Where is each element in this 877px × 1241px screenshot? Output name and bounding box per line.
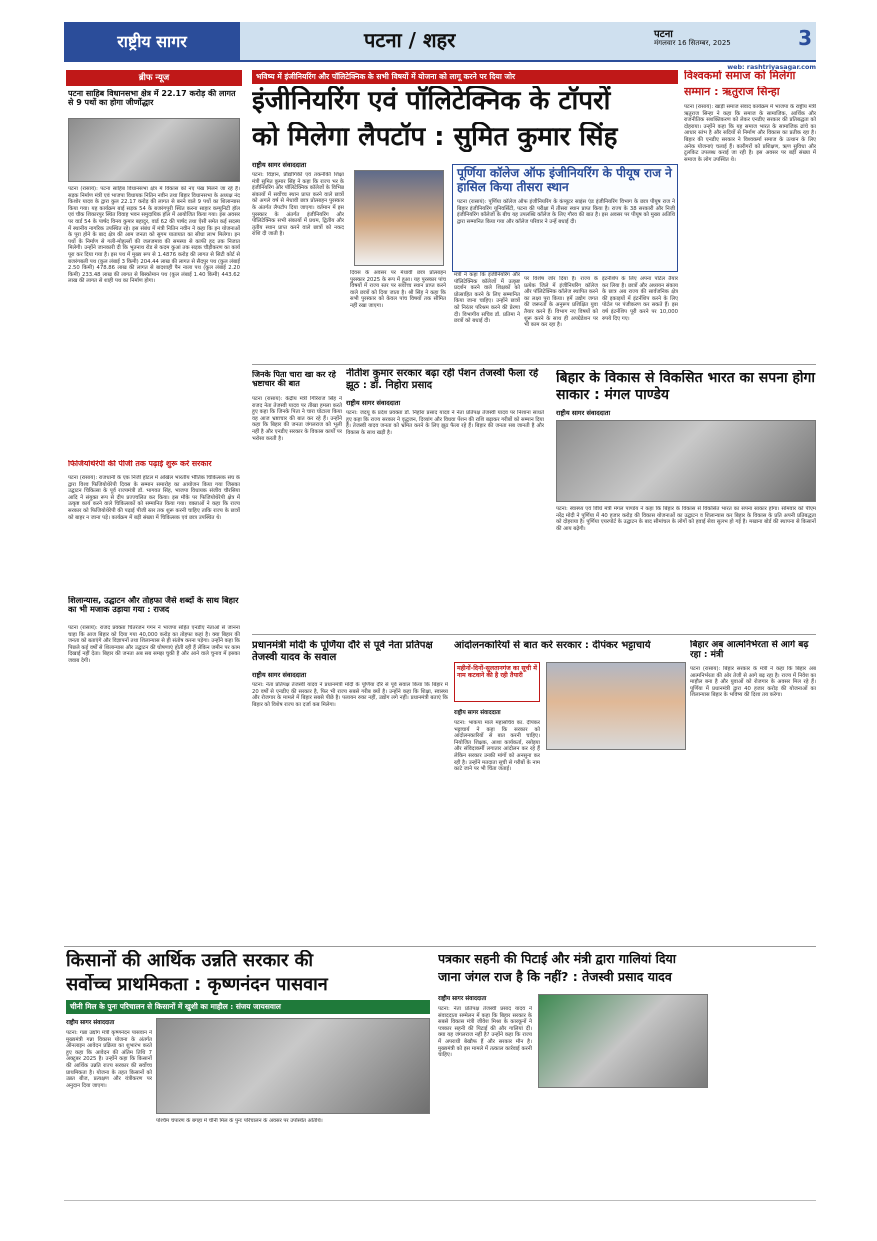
section-title: पटना / शहर [364, 28, 456, 52]
purnia-box [452, 164, 678, 272]
nitish-text: पटना: जदयू के प्रदेश प्रवक्ता डॉ. निहोरा प्रसाद यादव ने नेता प्रतिपक्ष तेजस्वी यादव पर निशाना साधते हुए कहा कि राज्य सरकार ने वृद्धजन, दिव्यांग और विधवा पेंशन की राशि बढ़ाकर गरीबों को सम्मान दिया है। तेजस्वी यादव जनता को भ्रमित करने के लिए झूठ फैला रहे हैं। बिहार की जनता सब जानती है और विकास के साथ खड़ी है। [346, 410, 544, 436]
tejashwi-photo [538, 994, 708, 1088]
divider [252, 634, 816, 635]
kisan-headline-2: सर्वोच्च प्राथमिकता : कृष्णनंदन पासवान [66, 974, 328, 995]
tejashwi-headline-2: जाना जंगल राज है कि नहीं? : तेजस्वी प्रसाद यादव [438, 969, 672, 984]
brief-text: पटना (रासायं): पटना साहिब विधानसभा क्षेत्र में विकास को नए पंख मिलने जा रहे हैं। सड़क निर्माण मंत्री एवं भाजपा विधायक नितिन नवीन तथा बिहार विधानसभा के अध्यक्ष नंद किशोर यादव के द्वारा कुल 22.17 करोड़ की लागत से बनने वाले 9 पथों का शिलान्यास किया गया। यह कार्यक्रम बाई सड़क 54 के बजरंगपुरी स्थित करना साहार कम्युनिटी हॉल एवं चौक शिकारपुर स्थित विवाह भवन समुदायिक हॉल में आयोजित किया गया। इस अवसर पर वार्ड 54 के पार्षद विनय कुमार बहादुर, वार्ड 62 की पार्षद तथा ऐसी समेत कई सदस्य में स्थानीय नागरिक उपस्थित रहे। इस संबंध में मंत्री नितिन नवीन ने कहा कि इन योजनाओं के पूरा होने के बाद क्षेत्र की आम जनता को सुगम यातायात का सीधा लाभ मिलेगा। इन पथों के निर्माण से गली-मोहल्लों की जलजमाव की समस्या से काफी हद तक निजात मिलेगी। उन्होंने जानकारी दी कि भूतनाथ रोड से कदम कुआं तक सड़क चौड़ीकरण का कार्य पूरा कर दिया गया है। इस पथ में मुख्य रूप से 1.4876 करोड़ की लागत से सिटी कोर्ट से बजरंगबली पथ (कुल लंबाई 3 किमी) 204.44 लाख की लागत से सैदपुर पथ (कुल लंबाई 2.50 किमी) 478.86 लाख की लागत से बादशाही पैन नाला पथ (कुल लंबाई 2.20 किमी) 233.48 लाख की लागत से बिस्कोमान पथ (कुल लंबाई 1.40 किमी) 443.62 लाख की लागत से शाही पथ का निर्माण होगा। [68, 186, 240, 285]
tejashwi-byline: राष्ट्रीय सागर संवाददाता [438, 996, 487, 1002]
page-number: 3 [798, 26, 812, 50]
lead-headline-1: इंजीनियरिंग एवं पॉलिटेक्निक के टॉपरों [252, 86, 611, 116]
vishwakarma-text: पटना (रासायं): खाड़ी समाज संवाद कार्यक्रम में भाजपा के राष्ट्रीय मंत्री ऋतुराज सिन्हा ने कहा कि समाज के सामाजिक, आर्थिक और राजनीतिक सशक्तिकरण को लेकर एनडीए सरकार की प्रतिबद्धता को दोहराया। उन्होंने कहा कि यह समाज भारत के सामाजिक ढांचे का आधार स्तंभ है और सदियों से निर्माण और विकास का प्रतीक रहा है। बिहार की एनडीए सरकार ने विश्वकर्मा समाज के उत्थान के लिए अनेक योजनाएं चलाई हैं। कारीगरों को प्रशिक्षण, ऋण सुविधा और टूलकिट उपलब्ध कराई जा रही है। इस अवसर पर बड़ी संख्या में समाज के लोग उपस्थित थे। [684, 104, 816, 163]
lead-text-2: दिवस के अवसर पर मेधावी छात्र प्रोत्साहन पुरस्कार 2025 के रूप में हुआ। यह पुरस्कार पांच विषयों में राज्य स्तर पर सर्वोच्च स्थान प्राप्त करने वाले छात्रों को दिया जाता है। श्री सिंह ने कहा कि सभी पुरस्कार को केवल पांच विषयों तक सीमित नहीं रखा जाएगा। [350, 270, 446, 309]
deepankar-side-text: महीनों-दिनों-सुलतानगंज का सूची में नाम कटवाने की है रही तैयारी [457, 665, 537, 680]
lead-byline: राष्ट्रीय सागर संवाददाता [252, 161, 307, 169]
paper-name: राष्ट्रीय सागर [64, 22, 240, 62]
physio-text: पटना (रासायं): राजधानी के एक निजी होटल में अखिल भारतीय भौतिक चिकित्सक संघ के द्वारा विश्व फिजियोथेरेपी दिवस के सम्मान समारोह का आयोजन किया गया जिसका उद्घाटन चिकित्सा के पूर्व राज्यमंत्री डॉ. भागवत सिंह, भाजपा विधायक संजीव चौरसिया आदि ने संयुक्त रूप से दीप प्रज्ज्वलित कर किया। इस मौके पर फिजियोथेरेपी क्षेत्र में उत्कृष्ट कार्य करने वाले चिकित्सकों को सम्मानित किया गया। वक्ताओं ने कहा कि राज्य सरकार को फिजियोथेरेपी की पढ़ाई पीजी स्तर तक शुरू करनी चाहिए ताकि राज्य के छात्रों को बाहर न जाना पड़े। कार्यक्रम में बड़ी संख्या में चिकित्सक एवं छात्र उपस्थित थे। [68, 475, 240, 521]
lead-text-1: पटना: विज्ञान, प्रौद्योगिकी एवं तकनीकी शिक्षा मंत्री सुमित कुमार सिंह ने कहा कि राज्य भर के इंजीनियरिंग और पॉलिटेक्निक कॉलेजों के विभिन्न संकायों में सर्वोच्च स्थान प्राप्त करने वाले छात्रों को अगले वर्ष से मेधावी छात्र प्रोत्साहन पुरस्कार के अंतर्गत लैपटॉप दिया जाएगा। वर्तमान में इस पुरस्कार के अंतर्गत इंजीनियरिंग और पॉलिटेक्निक सभी संकायों में प्रथम, द्वितीय और तृतीय स्थान प्राप्त करने वाले छात्रों को नकद राशि दी जाती है। [252, 172, 344, 238]
date: मंगलवार 16 सितम्बर, 2025 [654, 39, 731, 47]
brief-headline: पटना साहिब विधानसभा क्षेत्र में 22.17 करोड़ की लागत से 9 पथों का होगा जीर्णोद्धार [68, 89, 236, 108]
farmer-text: पटना (रासायं): केंद्रीय मंत्री गिरिराज सिंह ने राजद नेता तेजस्वी यादव पर तीखा हमला करते हुए कहा कि जिनके पिता ने चारा घोटाला किया वह आज भ्रष्टाचार की बात कर रहे हैं। उन्होंने कहा कि बिहार की जनता जंगलराज को भूली नहीं है और एनडीए सरकार के विकास कार्यों पर भरोसा करती है। [252, 396, 342, 442]
lead-headline-2: को मिलेगा लैपटॉप : सुमित कुमार सिंह [252, 122, 618, 152]
kisan-byline: राष्ट्रीय सागर संवाददाता [66, 1020, 115, 1026]
atmanirbhar-headline: बिहार अब आत्मनिर्भरता से आगे बढ़ रहा : मंत्री [690, 640, 809, 661]
masthead [64, 22, 816, 62]
shilanyas-text: पटना (रासायं): राजद प्रवक्ता चितरंजन गगन ने भाजपा सहित एनडीए नेताओं से जानना चाहा कि आज बिहार को दिया गया 40,000 करोड़ का तोहफा कहां है। क्या बिहार की जनता को बताएंगे और विज्ञापनों तथा शिलान्यास से ही संतोष करना पड़ेगा। उन्होंने कहा कि पिछले कई वर्षों से शिलान्यास और उद्घाटन की घोषणाएं होती रही हैं लेकिन जमीन पर काम दिखाई नहीं देता। बिहार की जनता अब सब समझ चुकी है और आने वाले चुनाव में इसका जवाब देगी। [68, 625, 240, 664]
lead-text-3: मंत्री ने कहा कि इंजीनियरिंग और पॉलिटेक्निक कॉलेजों में उत्कृष्ट प्रदर्शन करने वाले शिक्षकों को प्रोत्साहित करने के लिए सम्मानित किया जाना चाहिए। उन्होंने छात्रों को निरंतर परिश्रम करने की प्रेरणा दी। विभागीय सचिव डॉ. प्रतिमा ने छात्रों को बधाई दी। [454, 272, 520, 325]
farmer-headline: जिनके पिता चारा खा कर रहे भ्रष्टाचार की बात [252, 370, 336, 389]
kisan-strip: चीनी मिल के पुनः परिचालन से किसानों में खुशी का माहौल : संजय जायसवाल [66, 1000, 430, 1014]
nitish-byline: राष्ट्रीय सागर संवाददाता [346, 399, 401, 407]
physio-headline: फिजियोथेरेपी की पीजी तक पढ़ाई शुरू करे सरकार [68, 460, 212, 468]
pm-headline: प्रधानमंत्री मोदी के पूर्णिया दौरे से पूर्व नेता प्रतिपक्ष तेजस्वी यादव के सवाल [252, 640, 433, 663]
deepankar-sidebox [454, 662, 540, 702]
vishwakarma-headline-1: विश्वकर्मा समाज को मिलेगा [684, 70, 796, 82]
minister-photo [354, 170, 444, 266]
lead-text-5: इंटर्नशिप के लिए अपना पोर्टल तैयार कर लिया है। छात्रों और अध्ययन संकाय के छात्र अब राज्य की सार्वजनिक क्षेत्र की इकाइयों में इंटर्नशिप करने के लिए पोर्टल पर पंजीकरण कर सकते हैं। इस वर्ष इंटर्नशिप पूरी करने पर 10,000 रुपये दिए गए। [602, 276, 678, 322]
mangal-photo [556, 420, 816, 502]
tejashwi-headline-1: पत्रकार सहनी की पिटाई और मंत्री द्वारा गालियां दिया [438, 951, 677, 966]
atmanirbhar-text: पटना (रासायं): बिहार सरकार के मंत्री ने कहा कि बिहार अब आत्मनिर्भरता की ओर तेजी से आगे बढ़ रहा है। राज्य में निवेश का माहौल बना है और युवाओं को रोजगार के अवसर मिल रहे हैं। पूर्णिया में प्रधानमंत्री द्वारा 40 हजार करोड़ की योजनाओं का शिलान्यास बिहार के भविष्य की दिशा तय करेगा। [690, 666, 816, 699]
pm-byline: राष्ट्रीय सागर संवाददाता [252, 671, 307, 679]
deepankar-byline: राष्ट्रीय सागर संवाददाता [454, 710, 501, 716]
city: पटना [654, 29, 673, 40]
kisan-text: पटना: गन्ना उद्योग मंत्री कृष्णनंदन पासवान ने मुख्यमंत्री गन्ना विकास योजना के अंतर्गत ऑनलाइन आवेदन प्रक्रिया का शुभारंभ करते हुए कहा कि आवेदन की अंतिम तिथि 7 अक्टूबर 2025 है। उन्होंने कहा कि किसानों की आर्थिक उन्नति राज्य सरकार की सर्वोच्च प्राथमिकता है। योजना के तहत किसानों को उन्नत बीज, प्रत्यक्षण और यंत्रीकरण पर अनुदान दिया जाएगा। [66, 1030, 152, 1089]
brief-photo [68, 118, 240, 182]
kisan-photo [156, 1018, 430, 1114]
nitish-headline: नीतीश कुमार सरकार बढ़ा रही पेंशन तेजस्वी फैला रहे झूठ : डॉ. निहोरा प्रसाद [346, 368, 539, 391]
mangal-byline: राष्ट्रीय सागर संवाददाता [556, 409, 611, 417]
mangal-headline: बिहार के विकास से विकसित भारत का सपना होगा साकार : मंगल पाण्डेय [556, 370, 816, 403]
deepankar-text: पटना: भाकपा माले महासचिव का. दीपंकर भट्टाचार्य ने कहा कि सरकार को आंदोलनकारियों से बात करनी चाहिए। नियोजित शिक्षक, आशा कार्यकर्ता, रसोइया और संविदाकर्मी लगातार आंदोलन कर रहे हैं लेकिन सरकार उनकी मांगों को अनसुना कर रही है। उन्होंने मतदाता सूची से गरीबों के नाम काटे जाने पर भी चिंता जताई। [454, 720, 540, 773]
divider [252, 364, 816, 365]
vishwakarma-headline-2: सम्मान : ऋतुराज सिन्हा [684, 86, 780, 98]
kisan-headline-1: किसानों की आर्थिक उन्नति सरकार की [66, 950, 314, 971]
brief-label: ब्रीफ न्यूज [66, 70, 242, 86]
deepankar-photo [546, 662, 686, 750]
purnia-text: पटना (रासायं): पूर्णिया कॉलेज ऑफ इंजीनियरिंग के कंप्यूटर साइंस एंड इंजीनियरिंग विभाग के छात्र पीयूष राज ने बिहार इंजीनियरिंग यूनिवर्सिटी, पटना की परीक्षा में तीसरा स्थान प्राप्त किया है। राज्य के 38 सरकारी और निजी इंजीनियरिंग कॉलेजों के बीच यह उपलब्धि कॉलेज के लिए गौरव की बात है। इस अवसर पर पीयूष को मुख्य अतिथि द्वारा सम्मानित किया गया और कॉलेज परिवार ने उन्हें बधाई दी। [457, 199, 675, 225]
divider [64, 946, 816, 947]
footer-rule [64, 1200, 816, 1201]
shilanyas-headline: शिलान्यास, उद्घाटन और तोहफा जैसे शब्दों के साथ बिहार का भी मजाक उड़ाया गया : राजद [68, 596, 239, 615]
deepankar-headline: आंदोलनकारियों से बात करे सरकार : दीपंकर भट्टाचार्य [454, 640, 651, 651]
kisan-caption: पश्चिम चंपारण के बगहा में चीनी मिल के पुनः परिचालन के अवसर पर उपस्थित अतिथि। [156, 1118, 323, 1124]
website: web: rashtriyasagar.com [727, 63, 816, 71]
tejashwi-text: पटना: नेता प्रतिपक्ष तेजस्वी प्रसाद यादव ने संवाददाता सम्मेलन में कहा कि बिहार सरकार के सबसे विकास मंत्री जीवेश मिश्रा के कारकूनों ने पत्रकार सहनी की पिटाई की और गालियां दीं। क्या यह जंगलराज नहीं है? उन्होंने कहा कि राज्य में अपराधी बेखौफ हैं और सरकार मौन है। मुख्यमंत्री को इस मामले में तत्काल कार्रवाई करनी चाहिए। [438, 1006, 532, 1059]
pm-text: पटना: नेता प्रतिपक्ष तेजस्वी यादव ने प्रधानमंत्री मोदी के पूर्णिया दौरे से पूर्व सवाल किया कि बिहार में 20 वर्षों से एनडीए की सरकार है, फिर भी राज्य सबसे गरीब क्यों है। उन्होंने कहा कि शिक्षा, स्वास्थ्य और रोजगार के मामले में बिहार सबसे पीछे है। पलायन रुका नहीं, उद्योग लगे नहीं। प्रधानमंत्री बताएं कि बिहार को विशेष राज्य का दर्जा कब मिलेगा। [252, 682, 448, 708]
lead-text-4: पर विशेष जोर दिया है। राज्य के प्रत्येक जिले में इंजीनियरिंग कॉलेज और पॉलिटेक्निक कॉलेज स्थापित करने का लक्ष्य पूरा किया। हमें उद्योग जगत की जरूरतों के अनुरूप प्रशिक्षित युवा तैयार करने हैं। विभाग नए विषयों को शुरू करने के साथ ही अपग्रेडेशन पर भी काम कर रहा है। [524, 276, 598, 329]
lead-banner: भविष्य में इंजीनियरिंग और पॉलिटेक्निक के सभी विषयों में योजना को लागू करने पर दिया जोर [252, 70, 678, 84]
mangal-text: पटना: स्वास्थ्य एवं विधि मंत्री मंगल पाण्डेय ने कहा कि बिहार के विकास से विकसित भारत का सपना साकार होगा। सोमवार को पीएम नरेंद्र मोदी ने पूर्णिया में 40 हजार करोड़ की विकास योजनाओं का उद्घाटन व शिलान्यास कर बिहार के विकास के प्रति अपनी प्रतिबद्धता को दोहराया है। पूर्णिया एयरपोर्ट के उद्घाटन के बाद सीमांचल के लोगों को हवाई सेवा सुलभ हो गई है। मखाना बोर्ड की स्थापना से किसानों की आय बढ़ेगी। [556, 506, 816, 532]
purnia-headline: पूर्णिया कॉलेज ऑफ इंजीनियरिंग के पीयूष राज ने हासिल किया तीसरा स्थान [457, 166, 672, 194]
